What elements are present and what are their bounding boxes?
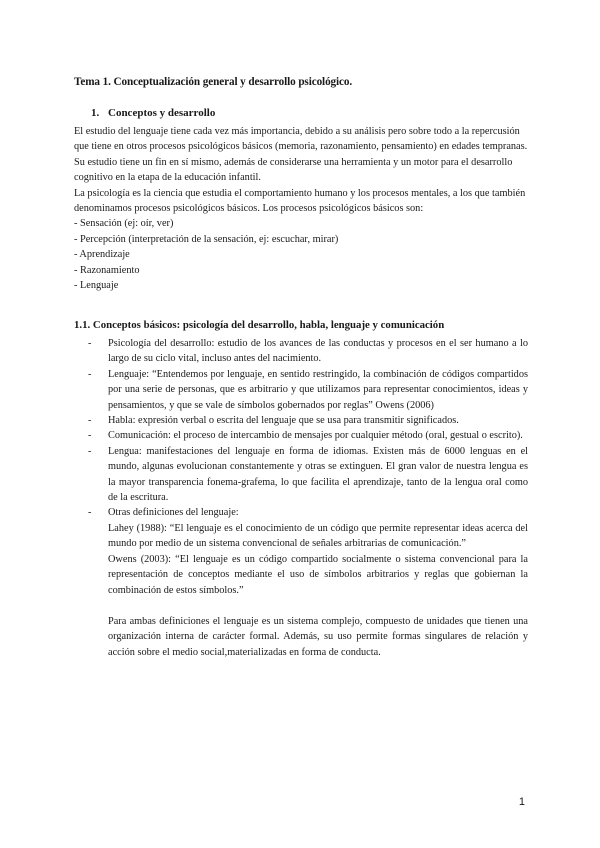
intro-paragraph-1: El estudio del lenguaje tiene cada vez más importancia, debido a su análisis pero sobre todo a la repercusión que tiene en otros procesos psicológicos básicos (memoria, razonamiento, pensamiento) en edades tempranas. Su estudio tiene un fin en sí mismo, además de considerarse una herramienta y un motor para el desarrollo cognitivo en la etapa de la educación infantil. (74, 126, 528, 184)
section-1-number: 1. (91, 107, 100, 119)
list-item: - Lenguaje: “Entendemos por lenguaje, en sentido restringido, la combinación de códigos compartidos por una serie de personas, que es arbitrario y que utilizamos para representar conocimientos, ideas y pensamientos, y que se vale de símbolos gobernados por reglas” Owens (2006) (88, 367, 528, 413)
owens-definition: Owens (2003): “El lenguaje es un código compartido socialmente o sistema convencional para la representación de conceptos mediante el uso de símbolos arbitrarios y reglas que gobiernan la combinación de estos símbolos.” (108, 553, 528, 596)
list-item: - Percepción (interpretación de la sensación, ej: escuchar, mirar) (74, 233, 339, 245)
basic-concepts-list (88, 336, 528, 660)
section-1-body (74, 124, 530, 293)
list-item: - Lenguaje (74, 280, 119, 292)
list-item: - Habla: expresión verbal o escrita del lenguaje que se usa para transmitir significados. (88, 413, 528, 428)
intro-paragraph-2: La psicología es la ciencia que estudia el comportamiento humano y los procesos mentales, a los que también denominamos procesos psicológicos básicos. Los procesos psicológicos básicos son: (74, 187, 526, 215)
other-definitions-item (88, 505, 528, 660)
definitions-conclusion: Para ambas definiciones el lenguaje es un sistema complejo, compuesto de unidades que tienen una organización interna de carácter formal. Además, su uso permite formas singulares de relación y acción sobre el medio social,materializadas en forma de conducta. (108, 615, 528, 658)
list-item: - Aprendizaje (74, 249, 130, 261)
spacer (108, 598, 528, 614)
list-item: - Psicología del desarrollo: estudio de los avances de las conductas y procesos en el ser humano a lo largo de su ciclo vital, incluso antes del nacimiento. (88, 336, 528, 367)
list-item: - Lengua: manifestaciones del lenguaje en forma de idiomas. Existen más de 6000 lenguas en el mundo, algunas evolucionan constantemente y otras se extinguen. El gran valor de nuestra lengua es la mayor transparencia fonema-grafema, lo que facilita el aprendizaje, tanto de la lengua oral como de la escritura. (88, 444, 528, 506)
basic-processes-list (74, 216, 530, 293)
page-number: 1 (518, 796, 525, 808)
lahey-definition: Lahey (1988): “El lenguaje es el conocimiento de un código que permite representar ideas acerca del mundo por medio de un sistema convencional de señales arbitrarias de comunicación.” (108, 522, 528, 550)
list-item: - Comunicación: el proceso de intercambio de mensajes por cualquier método (oral, gestual o escrito). (88, 428, 528, 443)
other-definitions-label: - Otras definiciones del lenguaje: (108, 507, 239, 519)
section-1-1-heading: 1.1. Conceptos básicos: psicología del desarrollo, habla, lenguaje y comunicación (74, 319, 445, 331)
document-title: Tema 1. Conceptualización general y desarrollo psicológico. (74, 76, 353, 88)
section-1-title: Conceptos y desarrollo (108, 107, 216, 119)
list-item: - Razonamiento (74, 264, 140, 276)
list-item: - Sensación (ej: oír, ver) (74, 218, 174, 230)
section-1-heading (91, 107, 215, 119)
